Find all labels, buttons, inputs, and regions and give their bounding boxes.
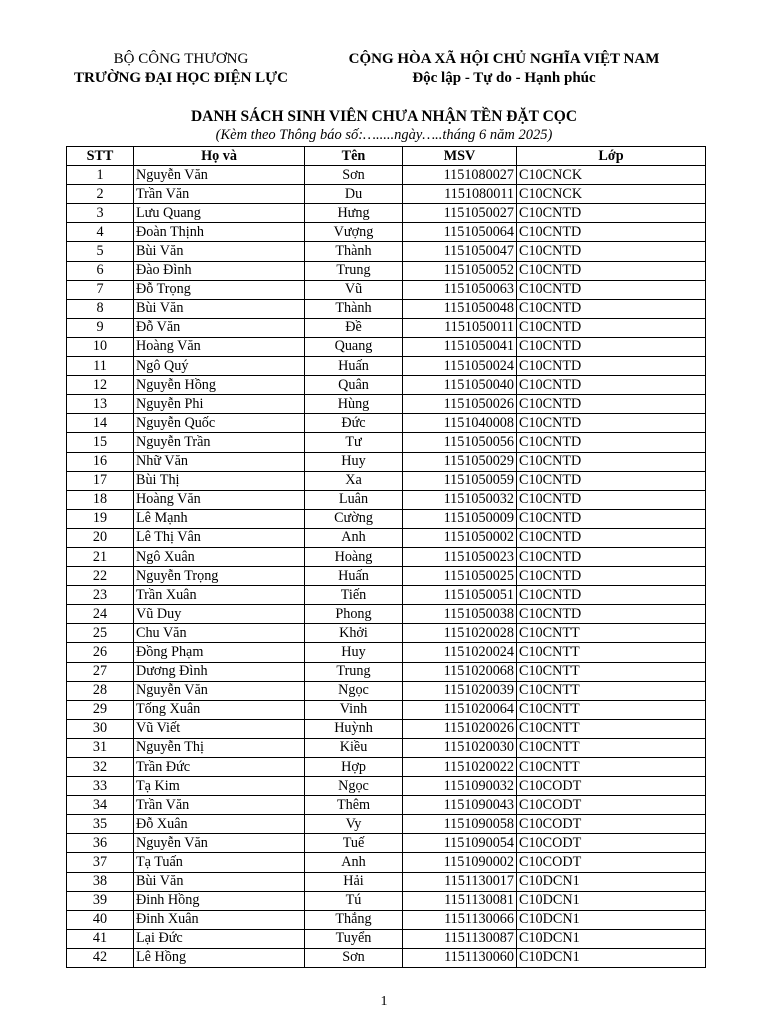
cell-stt: 8 [67,299,134,318]
cell-ho: Bùi Thị [134,471,305,490]
cell-lop: C10DCN1 [517,891,706,910]
cell-stt: 9 [67,318,134,337]
table-row [67,643,706,662]
cell-lop: C10CODT [517,834,706,853]
cell-ten: Quang [305,337,403,356]
cell-ho: Đinh Xuân [134,910,305,929]
cell-ten: Hùng [305,395,403,414]
cell-stt: 41 [67,929,134,948]
cell-ho: Vũ Duy [134,605,305,624]
cell-ten: Vinh [305,700,403,719]
cell-msv: 1151080011 [403,185,517,204]
cell-lop: C10DCN1 [517,910,706,929]
cell-stt: 35 [67,815,134,834]
cell-stt: 31 [67,738,134,757]
cell-stt: 29 [67,700,134,719]
cell-lop: C10CNTD [517,357,706,376]
cell-ho: Nguyễn Hồng [134,376,305,395]
cell-ho: Đào Đình [134,261,305,280]
cell-lop: C10CNTT [517,738,706,757]
cell-ten: Cường [305,509,403,528]
table-row [67,834,706,853]
cell-lop: C10DCN1 [517,948,706,967]
cell-msv: 1151050047 [403,242,517,261]
ministry-name: BỘ CÔNG THƯƠNG [113,51,249,67]
cell-ho: Ngô Quý [134,357,305,376]
cell-lop: C10CODT [517,777,706,796]
cell-stt: 34 [67,796,134,815]
cell-stt: 7 [67,280,134,299]
table-row [67,280,706,299]
cell-msv: 1151050002 [403,528,517,547]
cell-stt: 27 [67,662,134,681]
cell-stt: 32 [67,758,134,777]
cell-ten: Đức [305,414,403,433]
cell-lop: C10CNTD [517,605,706,624]
cell-msv: 1151130081 [403,891,517,910]
cell-stt: 39 [67,891,134,910]
cell-ho: Nguyễn Quốc [134,414,305,433]
cell-msv: 1151040008 [403,414,517,433]
table-row [67,853,706,872]
cell-msv: 1151080027 [403,166,517,185]
cell-stt: 25 [67,624,134,643]
cell-lop: C10CNTT [517,662,706,681]
table-row [67,299,706,318]
cell-lop: C10CNTD [517,528,706,547]
cell-stt: 18 [67,490,134,509]
cell-stt: 33 [67,777,134,796]
table-row [67,547,706,566]
cell-lop: C10CNTD [517,242,706,261]
cell-ten: Thành [305,299,403,318]
column-header-ten: Tên [305,147,403,166]
cell-ho: Bùi Văn [134,299,305,318]
table-row [67,204,706,223]
cell-stt: 2 [67,185,134,204]
cell-ho: Hoàng Văn [134,490,305,509]
cell-msv: 1151130066 [403,910,517,929]
cell-ho: Trần Văn [134,796,305,815]
national-motto: Độc lập - Tự do - Hạnh phúc [412,70,596,86]
cell-ho: Đỗ Trọng [134,280,305,299]
cell-ho: Lê Thị Vân [134,528,305,547]
cell-ho: Đỗ Xuân [134,815,305,834]
table-row [67,509,706,528]
cell-lop: C10CODT [517,815,706,834]
table-row [67,395,706,414]
cell-ho: Đinh Hồng [134,891,305,910]
cell-stt: 24 [67,605,134,624]
cell-lop: C10CNTD [517,414,706,433]
cell-stt: 40 [67,910,134,929]
table-row [67,471,706,490]
cell-stt: 22 [67,567,134,586]
cell-msv: 1151050040 [403,376,517,395]
cell-ten: Vượng [305,223,403,242]
cell-ho: Nguyễn Trọng [134,567,305,586]
cell-lop: C10CNTD [517,376,706,395]
cell-ten: Thắng [305,910,403,929]
column-header-ho: Họ và [134,147,305,166]
cell-ten: Huỳnh [305,719,403,738]
cell-stt: 15 [67,433,134,452]
cell-ten: Sơn [305,948,403,967]
cell-msv: 1151130017 [403,872,517,891]
cell-ten: Tuế [305,834,403,853]
cell-ten: Huy [305,452,403,471]
table-row [67,700,706,719]
cell-lop: C10CNTD [517,586,706,605]
cell-lop: C10CNTT [517,758,706,777]
table-body [67,166,706,968]
cell-ho: Bùi Văn [134,242,305,261]
cell-stt: 19 [67,509,134,528]
table-row [67,624,706,643]
country-name: CỘNG HÒA XÃ HỘI CHỦ NGHĨA VIỆT NAM [348,51,660,67]
cell-stt: 1 [67,166,134,185]
cell-stt: 10 [67,337,134,356]
cell-ho: Nguyễn Văn [134,834,305,853]
cell-lop: C10CNTT [517,700,706,719]
cell-msv: 1151050011 [403,318,517,337]
cell-ten: Khởi [305,624,403,643]
cell-stt: 4 [67,223,134,242]
cell-ten: Sơn [305,166,403,185]
cell-lop: C10CNTD [517,223,706,242]
cell-stt: 36 [67,834,134,853]
table-row [67,567,706,586]
table-row [67,223,706,242]
cell-msv: 1151050038 [403,605,517,624]
table-row [67,662,706,681]
cell-msv: 1151020024 [403,643,517,662]
cell-ten: Luân [305,490,403,509]
cell-ho: Đồng Phạm [134,643,305,662]
cell-msv: 1151050048 [403,299,517,318]
page-number: 1 [380,994,388,1009]
cell-msv: 1151050059 [403,471,517,490]
cell-msv: 1151020028 [403,624,517,643]
cell-msv: 1151020068 [403,662,517,681]
cell-msv: 1151130060 [403,948,517,967]
cell-ten: Hưng [305,204,403,223]
table-row [67,758,706,777]
cell-ho: Đỗ Văn [134,318,305,337]
cell-ten: Tuyển [305,929,403,948]
cell-msv: 1151050029 [403,452,517,471]
cell-ten: Tú [305,891,403,910]
cell-lop: C10CNTD [517,433,706,452]
cell-stt: 3 [67,204,134,223]
cell-lop: C10CNTD [517,547,706,566]
cell-stt: 38 [67,872,134,891]
table-row [67,719,706,738]
cell-ho: Tạ Tuấn [134,853,305,872]
cell-ten: Vũ [305,280,403,299]
cell-ten: Phong [305,605,403,624]
table-row [67,872,706,891]
table-row [67,910,706,929]
cell-msv: 1151050027 [403,204,517,223]
cell-lop: C10CNTD [517,471,706,490]
table-row [67,357,706,376]
cell-lop: C10CNCK [517,166,706,185]
cell-ho: Nguyễn Trần [134,433,305,452]
table-row [67,528,706,547]
cell-ho: Hoàng Văn [134,337,305,356]
cell-ten: Đề [305,318,403,337]
cell-ho: Đoàn Thịnh [134,223,305,242]
table-row [67,185,706,204]
document-subtitle: (Kèm theo Thông báo số:….....ngày…..tháng 6 năm 2025) [215,127,553,143]
cell-ten: Ngọc [305,681,403,700]
cell-ho: Bùi Văn [134,872,305,891]
cell-lop: C10CNTD [517,280,706,299]
table-row [67,891,706,910]
cell-ho: Lê Hồng [134,948,305,967]
cell-stt: 11 [67,357,134,376]
cell-ten: Trung [305,662,403,681]
cell-stt: 16 [67,452,134,471]
cell-stt: 21 [67,547,134,566]
cell-ho: Vũ Viết [134,719,305,738]
cell-ho: Nguyễn Văn [134,166,305,185]
cell-ho: Trần Xuân [134,586,305,605]
header-left [70,50,292,88]
table-row [67,929,706,948]
cell-ten: Anh [305,528,403,547]
table-row [67,376,706,395]
cell-ten: Trung [305,261,403,280]
cell-stt: 23 [67,586,134,605]
cell-stt: 13 [67,395,134,414]
table-row [67,796,706,815]
header-right [330,50,678,88]
cell-msv: 1151050025 [403,567,517,586]
cell-msv: 1151020030 [403,738,517,757]
cell-lop: C10CODT [517,853,706,872]
cell-lop: C10DCN1 [517,929,706,948]
cell-lop: C10CNTT [517,681,706,700]
cell-msv: 1151050041 [403,337,517,356]
table-row [67,777,706,796]
cell-ten: Hải [305,872,403,891]
cell-stt: 14 [67,414,134,433]
table-row [67,490,706,509]
cell-ho: Lại Đức [134,929,305,948]
cell-lop: C10CNTD [517,490,706,509]
cell-ho: Lê Mạnh [134,509,305,528]
cell-ten: Kiều [305,738,403,757]
cell-lop: C10CNTT [517,643,706,662]
cell-lop: C10CNCK [517,185,706,204]
cell-msv: 1151050023 [403,547,517,566]
cell-ten: Thành [305,242,403,261]
table-row [67,166,706,185]
cell-ho: Nhữ Văn [134,452,305,471]
cell-stt: 26 [67,643,134,662]
cell-ten: Huấn [305,567,403,586]
cell-lop: C10CNTD [517,299,706,318]
cell-ten: Thêm [305,796,403,815]
cell-stt: 30 [67,719,134,738]
cell-msv: 1151090058 [403,815,517,834]
cell-stt: 12 [67,376,134,395]
cell-ho: Ngô Xuân [134,547,305,566]
column-header-msv: MSV [403,147,517,166]
cell-ten: Huy [305,643,403,662]
table-row [67,948,706,967]
cell-ho: Trần Đức [134,758,305,777]
cell-ho: Chu Văn [134,624,305,643]
cell-msv: 1151050032 [403,490,517,509]
table-row [67,261,706,280]
university-name: TRƯỜNG ĐẠI HỌC ĐIỆN LỰC [74,70,288,86]
document-title: DANH SÁCH SINH VIÊN CHƯA NHẬN TỀN ĐẶT CỌC [190,108,578,125]
column-header-stt: STT [67,147,134,166]
cell-ho: Tống Xuân [134,700,305,719]
cell-msv: 1151050051 [403,586,517,605]
table-row [67,738,706,757]
table-row [67,586,706,605]
table-row [67,337,706,356]
table-row [67,242,706,261]
cell-msv: 1151050026 [403,395,517,414]
table-row [67,452,706,471]
cell-ho: Dương Đình [134,662,305,681]
cell-ho: Nguyễn Văn [134,681,305,700]
cell-ho: Nguyễn Thị [134,738,305,757]
table-row [67,414,706,433]
cell-lop: C10CNTD [517,452,706,471]
cell-msv: 1151090043 [403,796,517,815]
cell-lop: C10CNTT [517,719,706,738]
cell-msv: 1151020064 [403,700,517,719]
cell-msv: 1151050009 [403,509,517,528]
cell-msv: 1151050024 [403,357,517,376]
cell-ten: Quân [305,376,403,395]
cell-ten: Anh [305,853,403,872]
cell-msv: 1151050063 [403,280,517,299]
cell-msv: 1151130087 [403,929,517,948]
table-row [67,605,706,624]
cell-lop: C10CNTD [517,567,706,586]
cell-stt: 5 [67,242,134,261]
cell-msv: 1151090032 [403,777,517,796]
cell-msv: 1151090002 [403,853,517,872]
cell-stt: 6 [67,261,134,280]
table-header-row [67,147,706,166]
cell-msv: 1151020026 [403,719,517,738]
cell-ho: Tạ Kim [134,777,305,796]
cell-ten: Vy [305,815,403,834]
cell-lop: C10CODT [517,796,706,815]
cell-ho: Lưu Quang [134,204,305,223]
cell-ten: Tiến [305,586,403,605]
cell-msv: 1151050064 [403,223,517,242]
table-row [67,815,706,834]
cell-lop: C10CNTD [517,509,706,528]
cell-stt: 37 [67,853,134,872]
cell-ten: Huấn [305,357,403,376]
cell-msv: 1151020022 [403,758,517,777]
cell-lop: C10CNTD [517,261,706,280]
cell-stt: 28 [67,681,134,700]
cell-stt: 17 [67,471,134,490]
cell-ten: Du [305,185,403,204]
cell-lop: C10CNTD [517,395,706,414]
table-row [67,681,706,700]
cell-lop: C10CNTD [517,337,706,356]
cell-lop: C10CNTD [517,204,706,223]
cell-lop: C10DCN1 [517,872,706,891]
cell-msv: 1151050056 [403,433,517,452]
cell-msv: 1151020039 [403,681,517,700]
cell-stt: 42 [67,948,134,967]
cell-msv: 1151090054 [403,834,517,853]
cell-ho: Trần Văn [134,185,305,204]
cell-ten: Ngọc [305,777,403,796]
cell-lop: C10CNTD [517,318,706,337]
cell-ho: Nguyễn Phi [134,395,305,414]
cell-stt: 20 [67,528,134,547]
cell-ten: Hoàng [305,547,403,566]
cell-ten: Tư [305,433,403,452]
table-row [67,433,706,452]
table-row [67,318,706,337]
column-header-lop: Lớp [517,147,706,166]
student-table [66,146,706,968]
cell-ten: Hợp [305,758,403,777]
cell-ten: Xa [305,471,403,490]
cell-lop: C10CNTT [517,624,706,643]
cell-msv: 1151050052 [403,261,517,280]
